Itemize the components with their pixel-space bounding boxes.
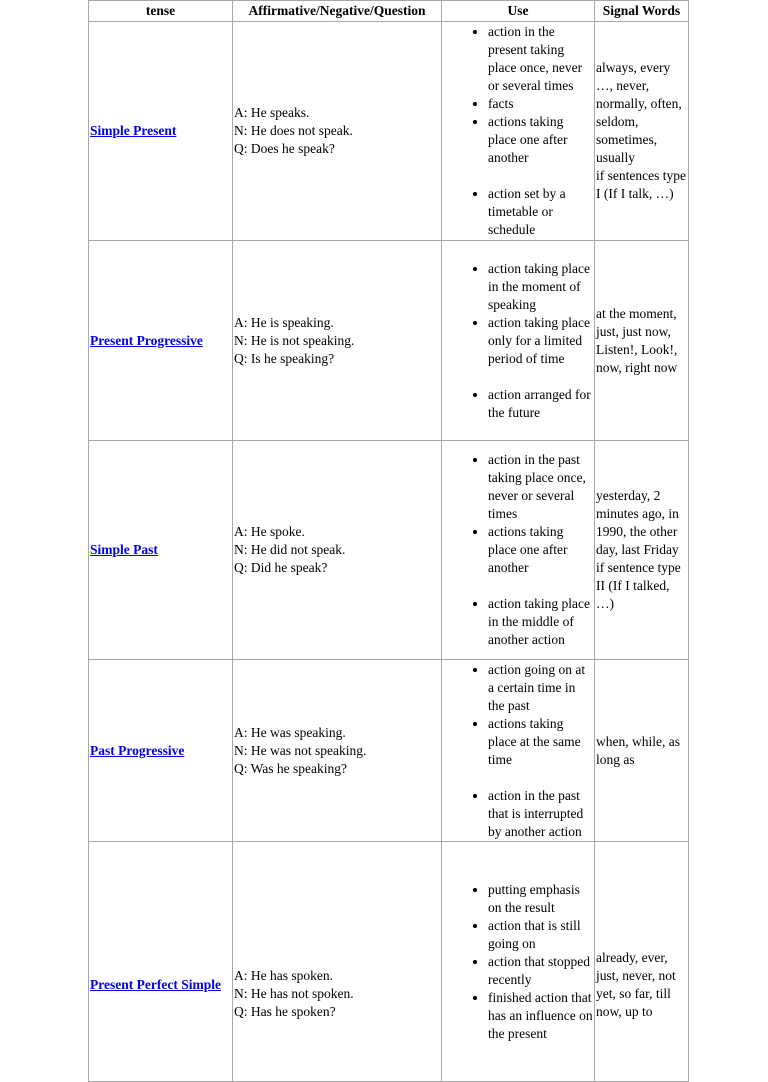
tense-cell bbox=[89, 660, 233, 842]
forms-cell bbox=[233, 241, 442, 441]
negative-form: N: He has not spoken. bbox=[234, 986, 354, 1001]
use-cell bbox=[442, 22, 595, 241]
use-cell bbox=[442, 441, 595, 660]
use-item: • actions taking place one after another bbox=[488, 113, 593, 167]
signal-words: at the moment, just, just now, Listen!, Look!, now, right now bbox=[596, 305, 678, 375]
signal-words: if sentence type II (If I talked, …) bbox=[596, 560, 681, 611]
use-list bbox=[443, 451, 593, 649]
negative-form: N: He is not speaking. bbox=[234, 332, 355, 348]
use-item: • action arranged for the future bbox=[488, 386, 593, 422]
signal-words-cell bbox=[595, 842, 689, 1082]
use-list bbox=[443, 260, 593, 422]
header-forms: Affirmative/Negative/Question bbox=[233, 1, 442, 22]
signal-words: yesterday, 2 minutes ago, in 1990, the other day, last Friday bbox=[596, 488, 679, 557]
question-form: Q: Has he spoken? bbox=[234, 1004, 336, 1019]
tense-link-past-progressive[interactable]: Past Progressive bbox=[90, 742, 185, 758]
negative-form: N: He did not speak. bbox=[234, 542, 346, 557]
negative-form: N: He does not speak. bbox=[234, 123, 353, 138]
forms-cell bbox=[233, 22, 442, 241]
table-row bbox=[89, 842, 689, 1082]
use-cell bbox=[442, 241, 595, 441]
use-item: • action in the past that is interrupted by another action bbox=[488, 787, 593, 841]
question-form: Q: Was he speaking? bbox=[234, 760, 348, 776]
tense-cell bbox=[89, 241, 233, 441]
forms-cell bbox=[233, 441, 442, 660]
use-item: • facts bbox=[488, 95, 593, 113]
use-item: • finished action that has an influence on the present bbox=[488, 989, 593, 1043]
header-row bbox=[89, 1, 689, 22]
affirmative-form: A: He speaks. bbox=[234, 105, 310, 120]
use-cell bbox=[442, 842, 595, 1082]
use-item: • action going on at a certain time in the past bbox=[488, 661, 593, 715]
use-list bbox=[443, 661, 593, 841]
signal-words: when, while, as long as bbox=[596, 733, 680, 767]
tense-link-present-progressive[interactable]: Present Progressive bbox=[90, 332, 203, 348]
use-item: • putting emphasis on the result bbox=[488, 881, 593, 917]
use-item: • action that is still going on bbox=[488, 917, 593, 953]
question-form: Q: Does he speak? bbox=[234, 141, 335, 156]
affirmative-form: A: He has spoken. bbox=[234, 968, 333, 983]
use-item: • action that stopped recently bbox=[488, 953, 593, 989]
table-row bbox=[89, 441, 689, 660]
use-item: • action taking place in the moment of speaking bbox=[488, 260, 593, 314]
use-cell bbox=[442, 660, 595, 842]
signal-words: if sentences type I (If I talk, …) bbox=[596, 168, 686, 201]
affirmative-form: A: He spoke. bbox=[234, 524, 305, 539]
signal-words: already, ever, just, never, not yet, so far, till now, up to bbox=[596, 950, 676, 1019]
question-form: Q: Did he speak? bbox=[234, 560, 328, 575]
use-item: • action taking place only for a limited period of time bbox=[488, 314, 593, 368]
tense-cell bbox=[89, 441, 233, 660]
table-row bbox=[89, 241, 689, 441]
affirmative-form: A: He was speaking. bbox=[234, 724, 346, 740]
use-list bbox=[443, 23, 593, 239]
use-item: • actions taking place at the same time bbox=[488, 715, 593, 769]
use-item: • action in the present taking place once, never or several times bbox=[488, 23, 593, 95]
header-signal-words: Signal Words bbox=[595, 1, 689, 22]
signal-words-cell bbox=[595, 241, 689, 441]
forms-cell bbox=[233, 842, 442, 1082]
tense-link-simple-present[interactable]: Simple Present bbox=[90, 123, 177, 138]
use-item: • actions taking place one after another bbox=[488, 523, 593, 577]
tense-cell bbox=[89, 842, 233, 1082]
table-row bbox=[89, 22, 689, 241]
tense-cell bbox=[89, 22, 233, 241]
tenses-table bbox=[88, 0, 689, 1082]
signal-words: always, every …, never, normally, often, seldom, sometimes, usually bbox=[596, 60, 682, 165]
header-use: Use bbox=[442, 1, 595, 22]
question-form: Q: Is he speaking? bbox=[234, 350, 335, 366]
tense-link-present-perfect-simple[interactable]: Present Perfect Simple bbox=[90, 977, 221, 992]
header-tense: tense bbox=[89, 1, 233, 22]
use-list bbox=[443, 881, 593, 1043]
signal-words-cell bbox=[595, 441, 689, 660]
negative-form: N: He was not speaking. bbox=[234, 742, 367, 758]
use-item: • action in the past taking place once, never or several times bbox=[488, 451, 593, 523]
forms-cell bbox=[233, 660, 442, 842]
tense-link-simple-past[interactable]: Simple Past bbox=[90, 542, 158, 557]
affirmative-form: A: He is speaking. bbox=[234, 314, 334, 330]
use-item: • action taking place in the middle of another action bbox=[488, 595, 593, 649]
use-item: • action set by a timetable or schedule bbox=[488, 185, 593, 239]
table-row bbox=[89, 660, 689, 842]
signal-words-cell bbox=[595, 22, 689, 241]
signal-words-cell bbox=[595, 660, 689, 842]
